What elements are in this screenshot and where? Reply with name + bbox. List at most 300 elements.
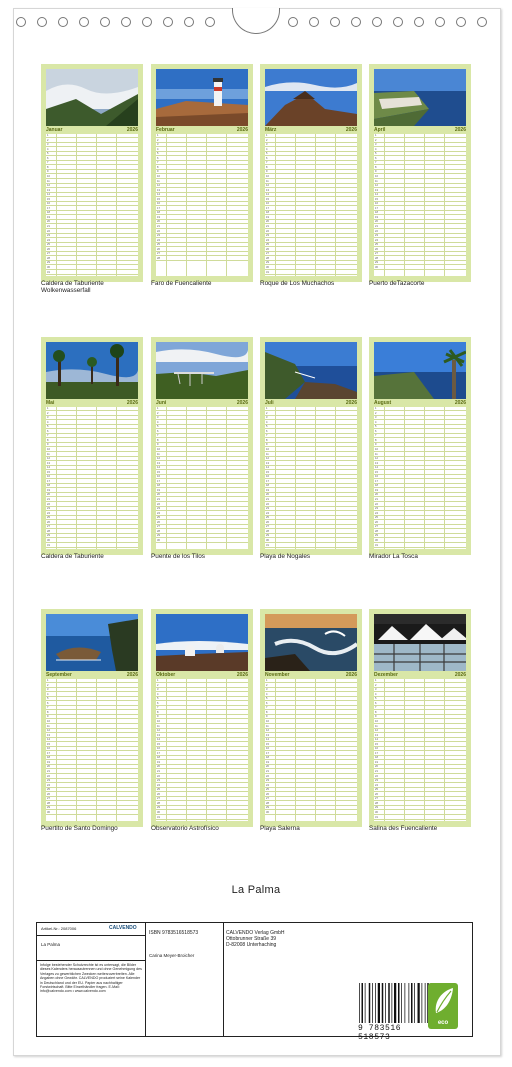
day-row: 16 xyxy=(374,475,466,479)
photo-caption: Playa Salerna xyxy=(260,825,300,832)
month-name: Mai xyxy=(46,400,55,406)
day-row: 30 xyxy=(374,266,466,270)
day-row: 24 xyxy=(374,784,466,788)
day-row: 16 xyxy=(156,747,248,751)
day-row: 25 xyxy=(374,516,466,520)
day-row: 12 xyxy=(374,184,466,188)
day-row: 14 xyxy=(46,466,138,470)
day-row: 1 xyxy=(46,134,138,138)
day-row: 23 xyxy=(374,234,466,238)
day-row: 29 xyxy=(46,261,138,265)
day-planner-grid xyxy=(156,407,248,549)
day-row: 8 xyxy=(156,166,248,170)
day-row: 13 xyxy=(46,462,138,466)
day-row: 5 xyxy=(156,425,248,429)
binding-hole xyxy=(435,17,445,27)
day-row: 19 xyxy=(374,216,466,220)
day-planner-grid xyxy=(265,134,357,276)
day-row: 11 xyxy=(374,180,466,184)
month-photo xyxy=(46,614,138,671)
day-row: 10 xyxy=(374,175,466,179)
month-year: 2026 xyxy=(126,127,138,133)
day-row: 23 xyxy=(265,507,357,511)
day-row: 7 xyxy=(156,434,248,438)
day-row: 9 xyxy=(46,170,138,174)
day-row: 29 xyxy=(265,534,357,538)
month-photo xyxy=(265,69,357,126)
day-row: 10 xyxy=(156,175,248,179)
day-row: 30 xyxy=(265,539,357,543)
day-row: 8 xyxy=(265,439,357,443)
day-row: 8 xyxy=(374,711,466,715)
binding-hole xyxy=(309,17,319,27)
day-row: 7 xyxy=(265,161,357,165)
day-row: 3 xyxy=(265,416,357,420)
day-row: 20 xyxy=(265,765,357,769)
day-row: 3 xyxy=(156,416,248,420)
day-planner-grid xyxy=(46,407,138,549)
day-row: 21 xyxy=(46,225,138,229)
photo-caption: Salina des Fuencaliente xyxy=(369,825,438,832)
photo-caption: Faro de Fuencaliente xyxy=(151,280,212,287)
day-row: 7 xyxy=(374,434,466,438)
day-row: 29 xyxy=(156,806,248,810)
day-row: 11 xyxy=(156,453,248,457)
day-row: 14 xyxy=(374,738,466,742)
day-row: 18 xyxy=(374,211,466,215)
day-row: 6 xyxy=(374,157,466,161)
day-row: 3 xyxy=(46,416,138,420)
day-row: 1 xyxy=(374,407,466,411)
day-row: 15 xyxy=(265,471,357,475)
month-photo xyxy=(265,342,357,399)
day-row: 17 xyxy=(374,207,466,211)
month-panel xyxy=(260,609,362,827)
day-row: 5 xyxy=(374,425,466,429)
day-row: 7 xyxy=(265,706,357,710)
day-row: 3 xyxy=(374,416,466,420)
day-row: 6 xyxy=(46,430,138,434)
day-row: 26 xyxy=(156,521,248,525)
day-row: 19 xyxy=(374,489,466,493)
month-panel xyxy=(260,64,362,282)
binding-hole xyxy=(456,17,466,27)
day-row: 13 xyxy=(46,734,138,738)
day-row: 12 xyxy=(46,729,138,733)
day-row: 15 xyxy=(374,743,466,747)
ean-number: 9 783516 518573 xyxy=(358,1024,402,1042)
day-row: 26 xyxy=(46,248,138,252)
binding-hole xyxy=(393,17,403,27)
month-name: September xyxy=(46,672,72,678)
month-panel xyxy=(151,64,253,282)
day-row: 17 xyxy=(265,207,357,211)
day-row: 17 xyxy=(46,752,138,756)
day-row: 25 xyxy=(156,788,248,792)
day-row: 5 xyxy=(46,697,138,701)
calendar-title: La Palma xyxy=(231,884,281,896)
day-row: 9 xyxy=(46,715,138,719)
day-row: 29 xyxy=(265,261,357,265)
article-number: Artikel-Nr.: 2087006 xyxy=(41,926,77,931)
day-row: 28 xyxy=(46,802,138,806)
day-row: 26 xyxy=(265,248,357,252)
day-row: 26 xyxy=(374,793,466,797)
month-year: 2026 xyxy=(236,400,248,406)
day-row: 20 xyxy=(156,493,248,497)
day-row: 2 xyxy=(156,139,248,143)
day-row: 8 xyxy=(46,711,138,715)
day-row: 22 xyxy=(156,503,248,507)
day-row: 14 xyxy=(46,738,138,742)
day-row: 28 xyxy=(46,257,138,261)
day-row: 7 xyxy=(46,161,138,165)
day-row: 17 xyxy=(265,480,357,484)
day-row: 8 xyxy=(156,439,248,443)
day-row: 8 xyxy=(265,166,357,170)
month-panel xyxy=(151,337,253,555)
day-row: 1 xyxy=(156,134,248,138)
day-row: 25 xyxy=(156,243,248,247)
day-row: 23 xyxy=(265,234,357,238)
day-row: 21 xyxy=(265,225,357,229)
binding-hole xyxy=(121,17,131,27)
day-row: 21 xyxy=(156,225,248,229)
day-row: 9 xyxy=(374,170,466,174)
day-row: 21 xyxy=(265,770,357,774)
day-row: 1 xyxy=(156,679,248,683)
day-row: 25 xyxy=(46,788,138,792)
day-row: 23 xyxy=(156,234,248,238)
day-row: 10 xyxy=(374,720,466,724)
day-row: 30 xyxy=(46,539,138,543)
day-row: 6 xyxy=(374,702,466,706)
day-row: 28 xyxy=(374,530,466,534)
day-row: 16 xyxy=(46,747,138,751)
day-row: 3 xyxy=(265,688,357,692)
day-row: 21 xyxy=(374,225,466,229)
day-row: 25 xyxy=(46,243,138,247)
day-row: 31 xyxy=(374,816,466,820)
day-row: 4 xyxy=(265,148,357,152)
day-row: 9 xyxy=(265,443,357,447)
binding-hole xyxy=(142,17,152,27)
day-row: 18 xyxy=(156,756,248,760)
day-row: 1 xyxy=(46,679,138,683)
day-row: 28 xyxy=(265,530,357,534)
day-row: 30 xyxy=(374,811,466,815)
day-row: 2 xyxy=(265,412,357,416)
day-row: 16 xyxy=(46,475,138,479)
day-row: 9 xyxy=(265,715,357,719)
day-row: 12 xyxy=(265,184,357,188)
day-row: 20 xyxy=(265,220,357,224)
day-row: 4 xyxy=(156,693,248,697)
day-row: 5 xyxy=(156,697,248,701)
day-row: 11 xyxy=(46,453,138,457)
day-row: 22 xyxy=(374,503,466,507)
day-row: 12 xyxy=(156,457,248,461)
day-row: 13 xyxy=(265,734,357,738)
day-row: 6 xyxy=(265,157,357,161)
day-row: 27 xyxy=(374,525,466,529)
day-row: 19 xyxy=(374,761,466,765)
day-row: 15 xyxy=(46,198,138,202)
publisher-city: D-82008 Unterhaching xyxy=(226,942,277,948)
day-row: 15 xyxy=(265,743,357,747)
day-row: 23 xyxy=(374,507,466,511)
day-row: 11 xyxy=(265,725,357,729)
day-row: 29 xyxy=(374,261,466,265)
binding-hole xyxy=(79,17,89,27)
binding-hole xyxy=(100,17,110,27)
day-row: 24 xyxy=(265,512,357,516)
month-panel xyxy=(41,337,143,555)
day-row: 18 xyxy=(156,211,248,215)
binding-hole xyxy=(330,17,340,27)
day-row: 14 xyxy=(265,738,357,742)
day-row: 19 xyxy=(156,216,248,220)
publisher-street: Ottobrunner Straße 39 xyxy=(226,936,277,942)
day-row: 20 xyxy=(374,765,466,769)
day-row: 17 xyxy=(265,752,357,756)
day-row: 4 xyxy=(46,693,138,697)
month-panel xyxy=(41,609,143,827)
day-row: 12 xyxy=(46,457,138,461)
month-panel xyxy=(369,609,471,827)
day-row: 22 xyxy=(46,503,138,507)
day-row: 9 xyxy=(265,170,357,174)
day-row: 12 xyxy=(46,184,138,188)
day-row: 22 xyxy=(46,775,138,779)
photo-caption: Caldera de Taburiente Wolkenwasserfall xyxy=(41,280,104,295)
day-planner-grid xyxy=(265,407,357,549)
day-row: 14 xyxy=(156,193,248,197)
day-row: 14 xyxy=(265,466,357,470)
month-name: April xyxy=(374,127,386,133)
month-name: Februar xyxy=(156,127,175,133)
day-row: 21 xyxy=(374,498,466,502)
day-row: 27 xyxy=(374,252,466,256)
day-row: 4 xyxy=(156,421,248,425)
day-row: 30 xyxy=(156,539,248,543)
day-row: 14 xyxy=(46,193,138,197)
day-planner-grid xyxy=(156,679,248,821)
day-row: 14 xyxy=(374,193,466,197)
photo-caption: Observatorio Astrofísico xyxy=(151,825,219,832)
day-row: 12 xyxy=(156,729,248,733)
day-row: 2 xyxy=(46,412,138,416)
day-row: 11 xyxy=(156,725,248,729)
day-row: 8 xyxy=(265,711,357,715)
day-row: 17 xyxy=(46,480,138,484)
day-row: 30 xyxy=(156,811,248,815)
day-row: 14 xyxy=(156,738,248,742)
day-row: 29 xyxy=(265,806,357,810)
month-panel xyxy=(369,337,471,555)
leaf-icon xyxy=(428,983,458,1019)
day-row: 27 xyxy=(46,525,138,529)
day-planner-grid xyxy=(46,679,138,821)
day-row: 27 xyxy=(265,525,357,529)
day-row: 17 xyxy=(374,752,466,756)
day-row: 10 xyxy=(374,448,466,452)
day-row: 2 xyxy=(265,684,357,688)
day-row: 27 xyxy=(46,252,138,256)
day-planner-grid xyxy=(374,679,466,821)
day-row: 25 xyxy=(374,788,466,792)
day-row: 30 xyxy=(265,266,357,270)
day-row: 15 xyxy=(46,743,138,747)
product-title: La Palma xyxy=(41,942,61,947)
month-panel xyxy=(260,337,362,555)
day-row: 5 xyxy=(46,425,138,429)
day-row: 31 xyxy=(374,544,466,548)
binding-hole xyxy=(288,17,298,27)
day-row: 3 xyxy=(374,143,466,147)
month-photo xyxy=(374,614,466,671)
day-row: 11 xyxy=(265,453,357,457)
day-row: 24 xyxy=(156,784,248,788)
day-row: 15 xyxy=(374,471,466,475)
day-planner-grid xyxy=(374,134,466,276)
day-row: 30 xyxy=(265,811,357,815)
day-row: 13 xyxy=(156,189,248,193)
day-row: 28 xyxy=(156,802,248,806)
day-row: 18 xyxy=(265,211,357,215)
day-row: 24 xyxy=(156,239,248,243)
day-row: 14 xyxy=(265,193,357,197)
month-year: 2026 xyxy=(345,127,357,133)
day-row: 17 xyxy=(46,207,138,211)
day-row: 28 xyxy=(374,257,466,261)
day-row: 20 xyxy=(156,220,248,224)
binding-hole xyxy=(184,17,194,27)
day-row: 1 xyxy=(46,407,138,411)
day-row: 10 xyxy=(265,175,357,179)
day-row: 28 xyxy=(265,257,357,261)
day-row: 8 xyxy=(374,166,466,170)
photo-caption: Puertito de Santo Domingo xyxy=(41,825,118,832)
day-planner-grid xyxy=(156,134,248,276)
day-row: 19 xyxy=(265,216,357,220)
day-row: 24 xyxy=(374,239,466,243)
month-photo xyxy=(46,342,138,399)
month-photo xyxy=(156,614,248,671)
day-row: 7 xyxy=(156,706,248,710)
day-planner-grid xyxy=(374,407,466,549)
photo-caption: Mirador La Tosca xyxy=(369,553,418,560)
day-row: 5 xyxy=(374,697,466,701)
day-row: 23 xyxy=(46,507,138,511)
day-row: 15 xyxy=(374,198,466,202)
day-row: 13 xyxy=(156,734,248,738)
day-row: 3 xyxy=(374,688,466,692)
day-row: 1 xyxy=(156,407,248,411)
day-row: 20 xyxy=(156,765,248,769)
day-row: 17 xyxy=(156,480,248,484)
day-row: 23 xyxy=(156,507,248,511)
day-row: 13 xyxy=(374,734,466,738)
day-row: 9 xyxy=(156,715,248,719)
day-row: 9 xyxy=(156,170,248,174)
day-row: 4 xyxy=(46,148,138,152)
day-row: 3 xyxy=(265,143,357,147)
month-year: 2026 xyxy=(236,672,248,678)
month-year: 2026 xyxy=(345,672,357,678)
binding-hole xyxy=(351,17,361,27)
photo-caption: Roque de Los Muchachos xyxy=(260,280,335,287)
day-row: 10 xyxy=(156,448,248,452)
day-row: 6 xyxy=(265,702,357,706)
day-row: 10 xyxy=(46,175,138,179)
day-row: 11 xyxy=(374,453,466,457)
day-row: 26 xyxy=(374,521,466,525)
day-row: 31 xyxy=(156,816,248,820)
day-row: 11 xyxy=(156,180,248,184)
day-row: 28 xyxy=(46,530,138,534)
month-name: Januar xyxy=(46,127,63,133)
month-panel xyxy=(41,64,143,282)
day-row: 25 xyxy=(265,788,357,792)
month-name: Dezember xyxy=(374,672,398,678)
day-row: 14 xyxy=(156,466,248,470)
day-row: 4 xyxy=(265,421,357,425)
day-row: 23 xyxy=(374,779,466,783)
month-year: 2026 xyxy=(454,400,466,406)
day-row: 31 xyxy=(46,544,138,548)
binding-hole xyxy=(477,17,487,27)
day-row: 13 xyxy=(374,189,466,193)
day-row: 22 xyxy=(46,230,138,234)
day-row: 25 xyxy=(265,243,357,247)
day-row: 11 xyxy=(46,180,138,184)
day-row: 4 xyxy=(265,693,357,697)
author-name: Carina Meyer-Broicher xyxy=(149,953,195,958)
day-row: 2 xyxy=(46,684,138,688)
day-row: 15 xyxy=(265,198,357,202)
isbn-number: ISBN 9783516518573 xyxy=(149,930,199,936)
month-year: 2026 xyxy=(236,127,248,133)
day-row: 16 xyxy=(265,475,357,479)
day-row: 25 xyxy=(265,516,357,520)
binding-hole xyxy=(205,17,215,27)
day-row: 11 xyxy=(265,180,357,184)
day-row: 26 xyxy=(46,521,138,525)
day-row: 1 xyxy=(265,679,357,683)
day-row: 8 xyxy=(374,439,466,443)
day-row: 19 xyxy=(156,761,248,765)
day-row: 20 xyxy=(374,493,466,497)
day-row: 7 xyxy=(46,706,138,710)
day-row: 30 xyxy=(374,539,466,543)
month-year: 2026 xyxy=(126,672,138,678)
day-row: 20 xyxy=(46,765,138,769)
day-row: 19 xyxy=(265,489,357,493)
day-row: 13 xyxy=(265,462,357,466)
day-row: 26 xyxy=(156,248,248,252)
day-row: 24 xyxy=(156,512,248,516)
day-row: 5 xyxy=(265,697,357,701)
day-row: 22 xyxy=(374,230,466,234)
binding-hole xyxy=(414,17,424,27)
day-row: 31 xyxy=(265,544,357,548)
day-row: 4 xyxy=(46,421,138,425)
day-row: 7 xyxy=(374,161,466,165)
day-row: 3 xyxy=(46,688,138,692)
day-row: 29 xyxy=(374,806,466,810)
month-name: Juli xyxy=(265,400,274,406)
